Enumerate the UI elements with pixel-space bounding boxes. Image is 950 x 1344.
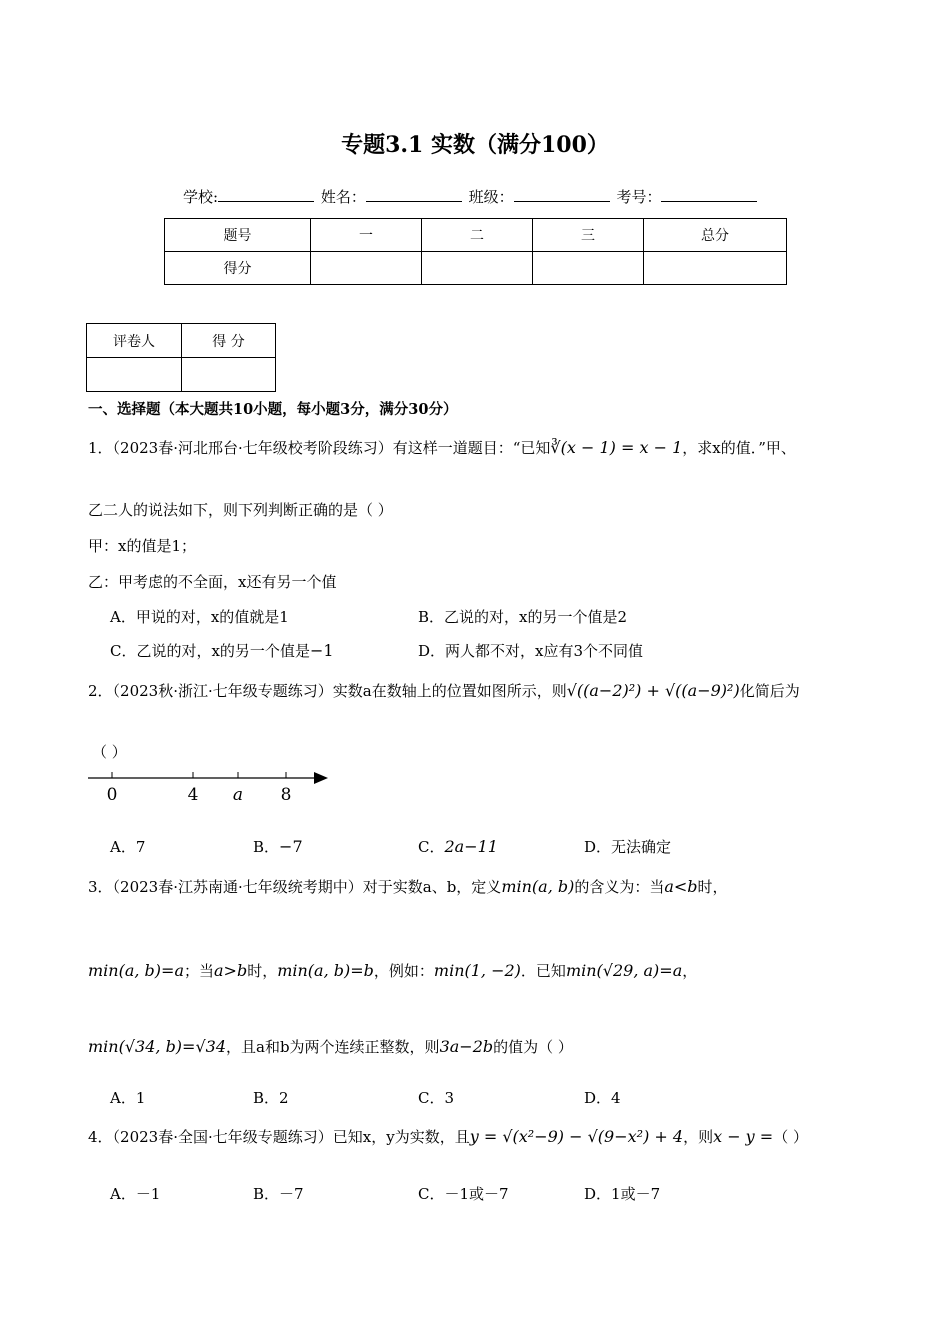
q1-line4: 乙：甲考虑的不全面，x还有另一个值 (88, 573, 337, 591)
question-number: 2． (88, 682, 113, 700)
table-row (87, 324, 276, 358)
q2-tail: 化简后为 (739, 682, 800, 700)
q2-option-c-value: 2a−11 (444, 837, 498, 856)
q1-formula: ∛(x − 1) = x − 1 (550, 438, 683, 457)
q2-option-c[interactable] (418, 836, 498, 857)
q1-line1 (88, 437, 796, 458)
axis-arrow (314, 772, 328, 784)
q4-option-d[interactable]: D．1或－7 (584, 1185, 661, 1203)
question-number: 4． (88, 1128, 113, 1146)
grader-score-cell[interactable] (182, 358, 276, 392)
q4-paren: （ ） (773, 1128, 808, 1146)
q4-expr: x − y = (713, 1127, 774, 1146)
score-cell[interactable] (311, 252, 422, 285)
section-heading: 一、选择题（本大题共10小题，每小题3分，满分30分） (88, 401, 458, 418)
axis-label-a: a (232, 785, 244, 805)
q2-option-d[interactable]: D．无法确定 (584, 838, 672, 856)
name-label: 姓名： (320, 188, 366, 206)
class-label: 班级： (468, 188, 514, 206)
grader-cell[interactable] (87, 358, 182, 392)
q1-option-b[interactable]: B．乙说的对，x的另一个值是2 (418, 608, 628, 626)
q2-option-b-value: −7 (279, 837, 303, 856)
q3-example: min(1, −2) (433, 961, 521, 980)
q3-option-b[interactable]: B．2 (253, 1089, 289, 1107)
q4-formula: y = √(x²−9) − √(9−x²) + 4 (469, 1127, 684, 1146)
table-header-cell: 题号 (165, 219, 311, 252)
score-cell[interactable] (533, 252, 644, 285)
q3-line2 (88, 960, 697, 981)
q1-option-c[interactable] (110, 640, 334, 661)
score-cell[interactable] (644, 252, 787, 285)
q3-text3: 时， (697, 878, 728, 896)
q1-option-c-value: −1 (309, 641, 334, 660)
row-label-cell: 得分 (165, 252, 311, 285)
table-row (165, 252, 787, 285)
question-number: 1． (88, 439, 113, 457)
q2-formula: √((a−2)²) + √((a−9)²) (566, 681, 740, 700)
q3-text4: ；当 (183, 962, 214, 980)
table-row (165, 219, 787, 252)
grader-score-header: 得 分 (182, 324, 276, 358)
table-row (87, 358, 276, 392)
q4-option-b[interactable]: B．－7 (253, 1185, 304, 1203)
q3-text10: 的值为（ ） (493, 1038, 573, 1056)
q3-text9: ，且a和b为两个连续正整数，则 (226, 1038, 440, 1056)
q3-line1 (88, 876, 728, 897)
exam-no-blank[interactable] (661, 187, 757, 202)
q3-option-a[interactable]: A．1 (110, 1089, 146, 1107)
q3-text2: 的含义为：当 (574, 878, 665, 896)
grader-header: 评卷人 (87, 324, 182, 358)
q3-expr: 3a−2b (439, 1037, 494, 1056)
q3-text7: ．已知 (520, 962, 566, 980)
score-cell[interactable] (422, 252, 533, 285)
q1-option-a[interactable]: A．甲说的对，x的值就是1 (110, 608, 289, 626)
q1-line2: 乙二人的说法如下，则下列判断正确的是（ ） (88, 501, 393, 519)
score-table (164, 218, 787, 285)
q4-text2: ，则 (683, 1128, 714, 1146)
q3-cond1: a<b (664, 877, 698, 896)
name-blank[interactable] (366, 187, 462, 202)
class-blank[interactable] (514, 187, 610, 202)
q2-option-a[interactable]: A．7 (110, 838, 146, 856)
axis-label-4: 4 (187, 785, 199, 805)
q2-text: （2023秋·浙江·七年级专题练习）实数a在数轴上的位置如图所示，则 (112, 682, 567, 700)
q3-def: min(a, b) (501, 877, 575, 896)
school-blank[interactable] (218, 187, 314, 202)
q3-eq2: min(a, b)=b (277, 961, 374, 980)
q1-source: （2023春·河北邢台·七年级校考阶段练习）有这样一道题目：“已知 (112, 439, 551, 457)
q1-line3: 甲：x的值是1； (88, 537, 197, 555)
table-header-cell: 三 (533, 219, 644, 252)
q3-text5: 时， (247, 962, 278, 980)
q3-cond2: a>b (214, 961, 248, 980)
q3-text6: ，例如： (373, 962, 434, 980)
q2-line1 (88, 680, 800, 701)
q1-option-d[interactable]: D．两人都不对，x应有3个不同值 (418, 642, 644, 660)
table-header-cell: 一 (311, 219, 422, 252)
q4-text: （2023春·全国·七年级专题练习）已知x，y为实数，且 (112, 1128, 470, 1146)
q3-line3 (88, 1036, 573, 1057)
school-label: 学校: (183, 188, 219, 206)
q1-tail: ，求x的值．”甲、 (682, 439, 796, 457)
student-info-line (183, 186, 759, 207)
question-number: 3． (88, 878, 113, 896)
q4-option-c[interactable]: C．－1或－7 (418, 1185, 509, 1203)
table-header-cell: 二 (422, 219, 533, 252)
q4-option-a[interactable]: A．－1 (110, 1185, 161, 1203)
q3-eq1: min(a, b)=a (88, 961, 184, 980)
q3-eq4: min(√34, b)=√34 (88, 1037, 227, 1056)
q3-text: （2023春·江苏南通·七年级统考期中）对于实数a、b，定义 (112, 878, 502, 896)
axis-label-0: 0 (106, 785, 118, 805)
q3-option-d[interactable]: D．4 (584, 1089, 621, 1107)
exam-no-label: 考号： (616, 188, 662, 206)
page-title: 专题3.1 实数（满分100） (341, 132, 609, 158)
q2-paren: （ ） (92, 743, 127, 761)
q1-option-c-text: C．乙说的对，x的另一个值是 (110, 642, 310, 660)
q3-eq3: min(√29, a)=a (565, 961, 683, 980)
q2-option-b-label: B． (253, 838, 280, 856)
q3-text8: ， (682, 962, 698, 980)
grader-table (86, 323, 276, 392)
axis-label-8: 8 (280, 785, 292, 805)
q3-option-c[interactable]: C．3 (418, 1089, 455, 1107)
q4-line1 (88, 1126, 808, 1147)
q2-option-b[interactable] (253, 836, 303, 857)
table-header-cell: 总分 (644, 219, 787, 252)
number-line (84, 766, 334, 806)
q2-option-c-label: C． (418, 838, 445, 856)
